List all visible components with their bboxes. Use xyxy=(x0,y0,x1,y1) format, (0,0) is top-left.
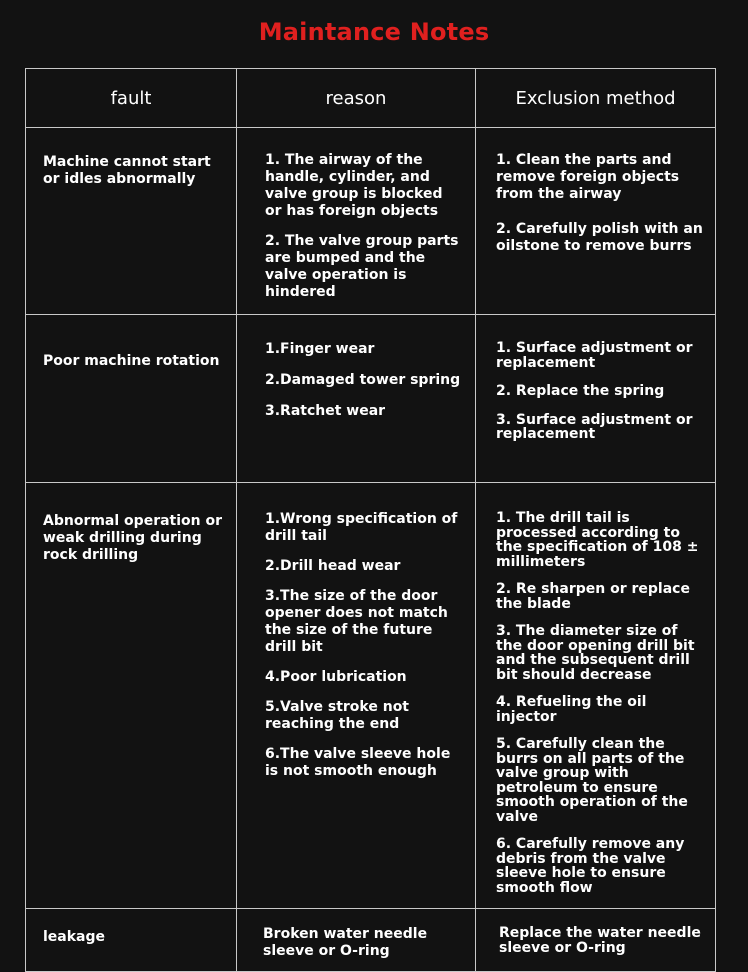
method-cell xyxy=(476,315,716,483)
fault-cell: Abnormal operation or weak drilling during rock drilling xyxy=(26,483,237,909)
header-row xyxy=(26,69,716,128)
method-item: 3. The diameter size of the door opening drill bit and the subsequent drill bit should decrease xyxy=(496,623,695,683)
reason-cell xyxy=(237,315,476,483)
fault-cell: Machine cannot start or idles abnormally xyxy=(26,128,237,315)
reason-item: 1.Finger wear xyxy=(265,341,375,357)
reason-cell xyxy=(237,909,476,972)
reason-item: 2.Drill head wear xyxy=(265,558,401,574)
method-item: 2. Replace the spring xyxy=(496,383,665,399)
method-item: 4. Refueling the oil injector xyxy=(496,694,647,725)
reason-item: 4.Poor lubrication xyxy=(265,669,407,685)
method-item: 6. Carefully remove any debris from the valve sleeve hole to ensure smooth flow xyxy=(496,836,685,896)
header-fault: fault xyxy=(26,69,237,128)
reason-cell xyxy=(237,483,476,909)
reason-item: 2.Damaged tower spring xyxy=(265,372,461,388)
method-item: 5. Carefully clean the burrs on all parts of the valve group with petroleum to ensure smooth operation of the valve xyxy=(496,736,688,825)
method-cell xyxy=(476,128,716,315)
method-item: Replace the water needle sleeve or O-ring xyxy=(499,925,701,956)
method-item: 1. The drill tail is processed according to the specification of 108 ± millimeters xyxy=(496,510,699,570)
header-reason: reason xyxy=(237,69,476,128)
method-item: 1. Surface adjustment or replacement xyxy=(496,340,693,371)
fault-cell: leakage xyxy=(26,909,237,972)
table-row xyxy=(26,315,716,483)
method-item: 2. Re sharpen or replace the blade xyxy=(496,581,690,612)
reason-cell xyxy=(237,128,476,315)
fault-cell: Poor machine rotation xyxy=(26,315,237,483)
table-row xyxy=(26,483,716,909)
reason-item: 1.Wrong specification of drill tail xyxy=(265,511,458,544)
reason-item: 6.The valve sleeve hole is not smooth enough xyxy=(265,746,451,779)
maintenance-table xyxy=(25,68,716,972)
reason-item: 1. The airway of the handle, cylinder, and valve group is blocked or has foreign objects xyxy=(265,152,443,219)
reason-item: 2. The valve group parts are bumped and the valve operation is hindered xyxy=(265,233,459,300)
reason-item: 3.The size of the door opener does not match the size of the future drill bit xyxy=(265,588,448,655)
method-cell xyxy=(476,483,716,909)
reason-item: 5.Valve stroke not reaching the end xyxy=(265,699,409,732)
table-row xyxy=(26,128,716,315)
method-item: 1. Clean the parts and remove foreign objects from the airway xyxy=(496,152,680,202)
method-item: 3. Surface adjustment or replacement xyxy=(496,411,693,442)
reason-item: 3.Ratchet wear xyxy=(265,403,386,419)
page-title: Maintance Notes xyxy=(258,18,490,46)
reason-item: Broken water needle sleeve or O-ring xyxy=(263,926,428,959)
method-item: 2. Carefully polish with an oilstone to remove burrs xyxy=(496,221,703,254)
header-exclusion-method: Exclusion method xyxy=(476,69,716,128)
method-cell xyxy=(476,909,716,972)
table-row xyxy=(26,909,716,972)
